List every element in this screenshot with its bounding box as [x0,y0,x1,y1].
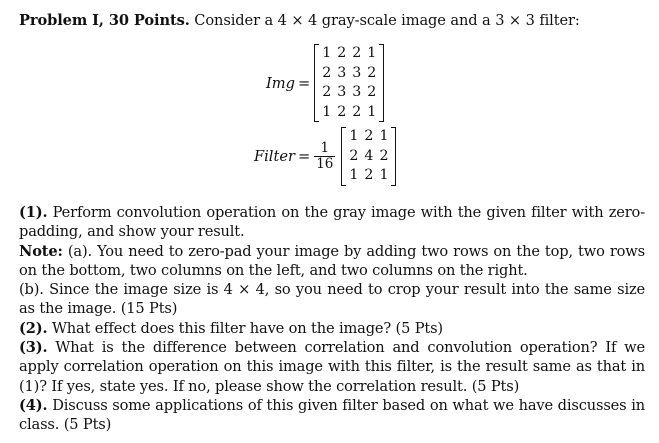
problem-intro: Consider a 4 × 4 gray-scale image and a 3 × 3 filter: [194,12,580,29]
img-label: Img [266,74,295,92]
note [19,242,645,281]
matrix-cell: 1 [349,167,359,183]
matrix-row [319,44,379,64]
matrix-cell: 2 [337,103,347,120]
matrix-cell: 2 [322,64,332,81]
img-equals: = [297,74,311,92]
img-matrix [314,44,384,122]
img-matrix-table [319,44,379,122]
matrix-cell: 3 [337,84,347,100]
filter-matrix [341,127,396,186]
matrix-cell: 1 [322,45,332,61]
matrix-cell: 2 [337,45,347,61]
filter-matrix-table [346,127,391,186]
matrix-cell: 2 [364,167,374,183]
problem-statement [19,10,645,31]
matrix-cell: 2 [379,147,389,164]
fraction-denominator: 16 [316,155,334,172]
questions-block [19,203,645,435]
problem-title: Problem I, 30 Points. [19,12,190,29]
note-b-text: (b). Since the image size is 4 × 4, so you need to crop your result into the same size as the image. (15 Pts) [19,281,645,318]
matrix-row [319,83,379,103]
matrix-row [346,147,391,167]
filter-fraction [314,141,335,172]
matrix-cell: 3 [352,84,362,100]
matrix-cell: 3 [337,64,347,81]
matrix-cell: 1 [349,128,359,144]
matrix-cell: 1 [379,128,389,144]
matrix-cell: 1 [367,103,377,120]
question-2-text: What effect does this filter have on the image? (5 Pts) [51,319,443,337]
question-4-label: (4). [19,396,48,414]
question-4 [19,396,645,435]
question-1 [19,203,645,242]
matrix-cell: 1 [379,167,389,183]
matrix-cell: 2 [367,84,377,100]
question-4-text: Discuss some applications of this given filter based on what we have discusses in class. (5 Pts) [19,396,645,434]
matrix-cell: 1 [367,45,377,61]
matrix-row [319,103,379,123]
question-2-label: (2). [19,319,48,337]
note-label: Note: [19,242,63,260]
matrix-row [346,166,391,186]
filter-matrix-equation [254,127,396,186]
question-1-label: (1). [19,204,48,221]
problem-heading [19,10,645,31]
matrix-row [319,64,379,84]
img-matrix-equation [266,44,384,122]
fraction-numerator: 1 [320,139,330,156]
filter-equals: = [297,147,311,165]
matrix-cell: 2 [364,128,374,144]
matrix-row [346,127,391,147]
matrix-cell: 2 [367,64,377,81]
matrix-cell: 2 [322,84,332,100]
question-2 [19,319,645,338]
question-3 [19,338,645,396]
note-b [19,280,645,319]
matrix-cell: 2 [352,103,362,120]
matrix-cell: 1 [322,103,332,120]
question-1-text: Perform convolution operation on the gray image with the given filter with zero-padding, and show your result. [19,204,645,241]
question-3-label: (3). [19,339,48,357]
matrix-cell: 2 [352,45,362,61]
matrix-cell: 4 [364,147,374,164]
note-a-text: (a). You need to zero-pad your image by adding two rows on the top, two rows on the bottom, two columns on the left, and two columns on the right. [19,242,645,279]
matrix-cell: 3 [352,64,362,81]
matrix-cell: 2 [349,147,359,164]
filter-label: Filter [254,147,295,165]
question-3-text: What is the difference between correlation and convolution operation? If we apply correlation operation on this image with this filter, is the result same as that in (1)? If yes, state yes. If no, please show the correlation result. (5 Pts) [19,339,645,395]
